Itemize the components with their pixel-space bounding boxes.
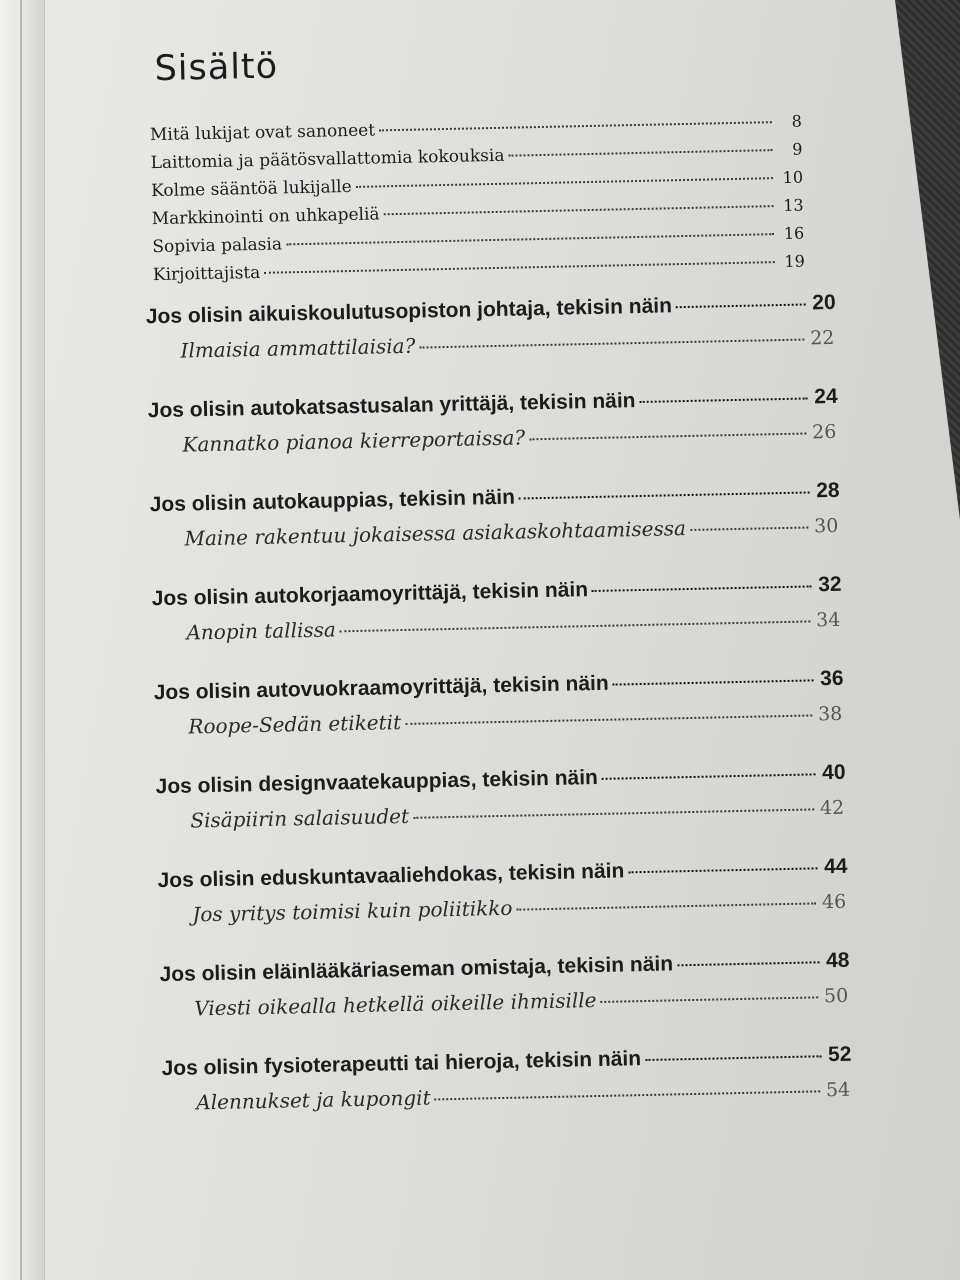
chapter-subtitle: Sisäpiirin salaisuudet xyxy=(190,803,410,833)
book-spine xyxy=(0,0,45,1280)
toc-entry-page: 19 xyxy=(784,251,805,271)
chapter-entry xyxy=(121,572,902,656)
dot-leader xyxy=(613,679,814,685)
toc-entry-label: Mitä lukijat ovat sanoneet xyxy=(149,120,376,146)
chapter-subtitle-page: 54 xyxy=(825,1078,851,1102)
chapter-page: 32 xyxy=(817,572,842,597)
dot-leader xyxy=(645,1055,821,1061)
chapter-page: 20 xyxy=(812,290,836,315)
dot-leader xyxy=(640,397,808,403)
toc-entry-label: Markkinointi on uhkapeliä xyxy=(151,204,380,230)
chapter-list xyxy=(116,290,913,1126)
chapter-subtitle-page: 46 xyxy=(821,890,847,914)
chapter-title: Jos olisin designvaatekauppias, tekisin näin xyxy=(155,765,599,799)
chapter-title: Jos olisin autokatsastusalan yrittäjä, tekisin näin xyxy=(147,389,636,423)
chapter-subtitle: Kannatko pianoa kierreportaissa? xyxy=(182,425,526,457)
chapter-title: Jos olisin eläinlääkäriaseman omistaja, tekisin näin xyxy=(159,952,674,987)
dot-leader xyxy=(600,996,818,1003)
chapter-page: 52 xyxy=(827,1042,852,1067)
dot-leader xyxy=(264,261,775,274)
chapter-subtitle-page: 22 xyxy=(809,326,835,350)
chapter-subtitle-page: 26 xyxy=(811,420,837,444)
toc-entry-page: 10 xyxy=(782,167,804,187)
chapter-subtitle: Anopin tallissa xyxy=(186,617,337,645)
dot-leader xyxy=(508,149,772,157)
page-title: Sisältö xyxy=(154,46,279,90)
chapter-title: Jos olisin aikuiskoulutusopiston johtaja, tekisin näin xyxy=(145,294,673,329)
chapter-page: 40 xyxy=(821,760,846,785)
toc-entry-label: Laittomia ja päätösvallattomia kokouksia xyxy=(150,145,505,174)
dot-leader xyxy=(516,902,816,910)
chapter-subtitle: Viesti oikealla hetkellä oikeille ihmisille xyxy=(194,988,597,1021)
chapter-entry xyxy=(127,853,908,937)
chapter-title: Jos olisin autokauppias, tekisin näin xyxy=(149,485,516,517)
chapter-entry xyxy=(125,760,906,844)
chapter-entry xyxy=(131,1041,912,1125)
dot-leader xyxy=(379,121,772,131)
chapter-subtitle: Ilmaisia ammattilaisia? xyxy=(180,333,416,363)
chapter-subtitle-page: 30 xyxy=(813,514,839,538)
toc-entry-label: Kolme sääntöä lukijalle xyxy=(150,176,352,202)
chapter-entry xyxy=(129,947,910,1031)
table-of-contents xyxy=(110,24,913,1152)
dot-leader xyxy=(676,303,806,308)
dot-leader xyxy=(405,714,812,725)
intro-entries xyxy=(150,110,895,294)
chapter-page: 28 xyxy=(815,478,840,503)
chapter-entry xyxy=(118,384,899,468)
toc-entry-label: Sopivia palasia xyxy=(152,234,283,258)
dot-leader xyxy=(286,233,774,245)
chapter-title: Jos olisin autokorjaamoyrittäjä, tekisin näin xyxy=(151,578,589,611)
chapter-entry xyxy=(123,666,904,750)
chapter-page: 48 xyxy=(825,948,850,973)
spine-binding xyxy=(20,0,22,1280)
dot-leader xyxy=(340,620,811,632)
toc-entry-page: 13 xyxy=(783,195,804,215)
dot-leader xyxy=(419,339,804,349)
dot-leader xyxy=(592,585,812,592)
chapter-subtitle-page: 50 xyxy=(823,984,849,1008)
toc-entry-page: 8 xyxy=(791,111,803,131)
toc-entry-page: 9 xyxy=(792,139,803,159)
chapter-subtitle: Roope-Sedän etiketit xyxy=(188,710,402,739)
chapter-page: 24 xyxy=(814,384,838,409)
chapter-entry xyxy=(120,478,901,562)
dot-leader xyxy=(690,526,808,530)
chapter-subtitle: Maine rakentuu jokaisessa asiakaskohtaamisessa xyxy=(184,516,687,551)
toc-entry-page: 16 xyxy=(783,223,805,243)
dot-leader xyxy=(384,205,774,215)
dot-leader xyxy=(602,773,816,779)
dot-leader xyxy=(529,433,806,441)
chapter-page: 36 xyxy=(819,666,844,691)
chapter-subtitle: Jos yritys toimisi kuin poliitikko xyxy=(192,895,513,927)
chapter-page: 44 xyxy=(823,854,848,879)
dot-leader xyxy=(628,867,817,873)
chapter-entry xyxy=(116,290,897,374)
dot-leader xyxy=(413,808,814,818)
toc-entry-label: Kirjoittajista xyxy=(152,262,261,286)
dot-leader xyxy=(519,491,810,499)
chapter-subtitle-page: 34 xyxy=(815,608,841,632)
chapter-subtitle: Alennukset ja kupongit xyxy=(196,1085,431,1115)
chapter-title: Jos olisin autovuokraamoyrittäjä, tekisin näin xyxy=(153,671,609,705)
dot-leader xyxy=(356,177,773,188)
dot-leader xyxy=(435,1090,821,1100)
chapter-subtitle-page: 38 xyxy=(817,702,843,726)
chapter-subtitle-page: 42 xyxy=(819,796,845,820)
dot-leader xyxy=(677,961,819,966)
chapter-title: Jos olisin eduskuntavaaliehdokas, tekisin näin xyxy=(157,859,625,893)
chapter-title: Jos olisin fysioterapeutti tai hieroja, tekisin näin xyxy=(161,1047,642,1081)
